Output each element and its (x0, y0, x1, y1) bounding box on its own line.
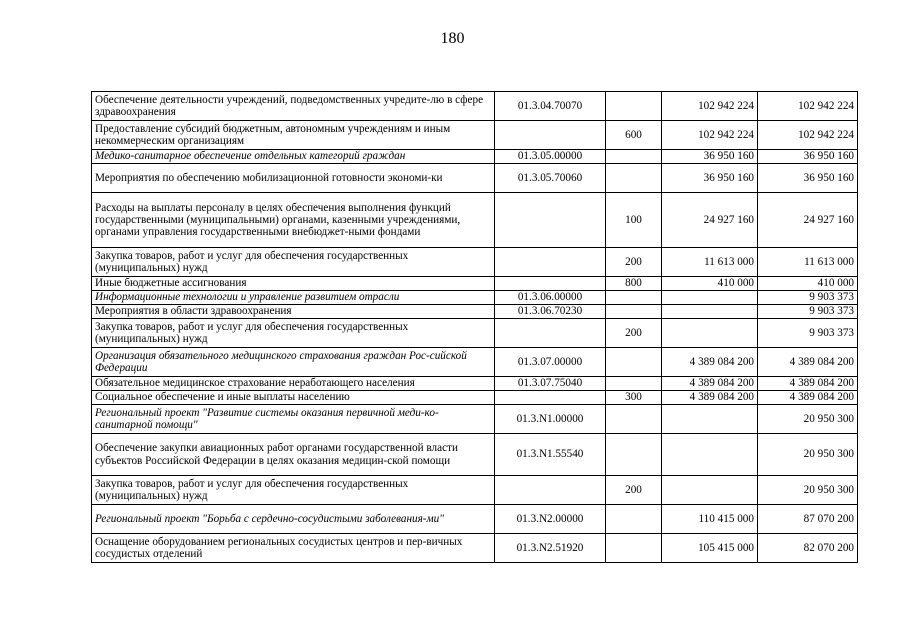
table-row (92, 150, 858, 164)
row-description: Медико-санитарное обеспечение отдельных категорий граждан (92, 150, 495, 164)
table-row (92, 92, 858, 121)
table-row (92, 164, 858, 193)
row-amount-first: 4 389 084 200 (662, 377, 758, 391)
row-description: Закупка товаров, работ и услуг для обеспечения государственных (муниципальных) нужд (92, 476, 495, 505)
budget-table (91, 91, 858, 563)
row-target-code: 01.3.06.70230 (495, 305, 606, 319)
row-expense-type: 600 (606, 121, 662, 150)
row-expense-type (606, 505, 662, 534)
row-target-code: 01.3.07.00000 (495, 348, 606, 377)
row-amount-first: 110 415 000 (662, 505, 758, 534)
row-description: Закупка товаров, работ и услуг для обеспечения государственных (муниципальных) нужд (92, 319, 495, 348)
row-expense-type (606, 305, 662, 319)
row-description: Региональный проект "Развитие системы оказания первичной меди-ко-санитарной помощи" (92, 405, 495, 434)
table-row (92, 193, 858, 248)
row-amount-second: 82 070 200 (758, 534, 858, 563)
row-target-code: 01.3.05.70060 (495, 164, 606, 193)
row-description: Оснащение оборудованием региональных сосудистых центров и пер-вичных сосудистых отделений (92, 534, 495, 563)
table-row (92, 476, 858, 505)
row-description: Информационные технологии и управление развитием отрасли (92, 291, 495, 305)
row-description: Мероприятия по обеспечению мобилизационной готовности экономи-ки (92, 164, 495, 193)
row-target-code (495, 277, 606, 291)
row-amount-first (662, 476, 758, 505)
row-expense-type (606, 92, 662, 121)
row-amount-second: 102 942 224 (758, 92, 858, 121)
row-target-code: 01.3.N1.55540 (495, 434, 606, 476)
table-row (92, 434, 858, 476)
row-expense-type: 300 (606, 391, 662, 405)
row-expense-type: 100 (606, 193, 662, 248)
row-target-code (495, 391, 606, 405)
row-amount-first: 24 927 160 (662, 193, 758, 248)
row-amount-first (662, 434, 758, 476)
row-amount-second: 102 942 224 (758, 121, 858, 150)
row-amount-second: 24 927 160 (758, 193, 858, 248)
row-expense-type (606, 150, 662, 164)
row-amount-first: 11 613 000 (662, 248, 758, 277)
row-amount-first (662, 319, 758, 348)
row-expense-type: 200 (606, 476, 662, 505)
row-amount-second: 20 950 300 (758, 434, 858, 476)
row-target-code: 01.3.04.70070 (495, 92, 606, 121)
row-description: Социальное обеспечение и иные выплаты населению (92, 391, 495, 405)
row-target-code (495, 121, 606, 150)
row-amount-first: 4 389 084 200 (662, 391, 758, 405)
row-expense-type (606, 377, 662, 391)
table-row (92, 248, 858, 277)
row-expense-type (606, 434, 662, 476)
row-expense-type (606, 534, 662, 563)
table-row (92, 534, 858, 563)
row-target-code (495, 248, 606, 277)
row-description: Закупка товаров, работ и услуг для обеспечения государственных (муниципальных) нужд (92, 248, 495, 277)
table-row (92, 277, 858, 291)
row-target-code: 01.3.07.75040 (495, 377, 606, 391)
row-target-code: 01.3.05.00000 (495, 150, 606, 164)
row-amount-second: 4 389 084 200 (758, 391, 858, 405)
row-amount-second: 11 613 000 (758, 248, 858, 277)
row-description: Обязательное медицинское страхование неработающего населения (92, 377, 495, 391)
row-description: Обеспечение закупки авиационных работ органами государственной власти субъектов Российской Федерации в целях оказания медицин-ской помощи (92, 434, 495, 476)
row-amount-second: 36 950 160 (758, 150, 858, 164)
row-amount-second: 4 389 084 200 (758, 348, 858, 377)
row-target-code (495, 193, 606, 248)
row-description: Предоставление субсидий бюджетным, автономным учреждениям и иным некоммерческим организациям (92, 121, 495, 150)
row-amount-first: 105 415 000 (662, 534, 758, 563)
row-expense-type: 800 (606, 277, 662, 291)
row-expense-type: 200 (606, 319, 662, 348)
row-amount-second: 410 000 (758, 277, 858, 291)
row-expense-type (606, 164, 662, 193)
row-amount-second: 9 903 373 (758, 305, 858, 319)
row-description: Организация обязательного медицинского страхования граждан Рос-сийской Федерации (92, 348, 495, 377)
table-row (92, 291, 858, 305)
row-target-code: 01.3.N2.51920 (495, 534, 606, 563)
row-amount-first: 410 000 (662, 277, 758, 291)
table-row (92, 121, 858, 150)
row-expense-type (606, 405, 662, 434)
row-amount-second: 4 389 084 200 (758, 377, 858, 391)
table-row (92, 348, 858, 377)
row-description: Региональный проект "Борьба с сердечно-сосудистыми заболевания-ми" (92, 505, 495, 534)
row-expense-type: 200 (606, 248, 662, 277)
row-amount-first: 36 950 160 (662, 150, 758, 164)
row-target-code (495, 476, 606, 505)
row-target-code (495, 319, 606, 348)
table-row (92, 405, 858, 434)
row-amount-first: 102 942 224 (662, 92, 758, 121)
row-amount-second: 9 903 373 (758, 291, 858, 305)
row-amount-second: 9 903 373 (758, 319, 858, 348)
row-amount-second: 20 950 300 (758, 476, 858, 505)
budget-table-body (92, 92, 858, 563)
row-target-code: 01.3.N1.00000 (495, 405, 606, 434)
row-target-code: 01.3.N2.00000 (495, 505, 606, 534)
row-amount-first: 102 942 224 (662, 121, 758, 150)
row-amount-first (662, 291, 758, 305)
row-expense-type (606, 291, 662, 305)
row-amount-first (662, 405, 758, 434)
row-target-code: 01.3.06.00000 (495, 291, 606, 305)
row-expense-type (606, 348, 662, 377)
row-amount-second: 87 070 200 (758, 505, 858, 534)
row-amount-first: 36 950 160 (662, 164, 758, 193)
row-amount-second: 20 950 300 (758, 405, 858, 434)
row-description: Иные бюджетные ассигнования (92, 277, 495, 291)
table-row (92, 391, 858, 405)
row-amount-first (662, 305, 758, 319)
table-row (92, 305, 858, 319)
row-description: Мероприятия в области здравоохранения (92, 305, 495, 319)
table-row (92, 377, 858, 391)
row-amount-first: 4 389 084 200 (662, 348, 758, 377)
page-number: 180 (440, 30, 465, 47)
row-amount-second: 36 950 160 (758, 164, 858, 193)
row-description: Обеспечение деятельности учреждений, подведомственных учредите-лю в сфере здравоохранения (92, 92, 495, 121)
table-row (92, 319, 858, 348)
row-description: Расходы на выплаты персоналу в целях обеспечения выполнения функций государственными (муниципальными) органами, казенными учреждениями, органами управления государственными внебюджет-ными фондами (92, 193, 495, 248)
table-row (92, 505, 858, 534)
